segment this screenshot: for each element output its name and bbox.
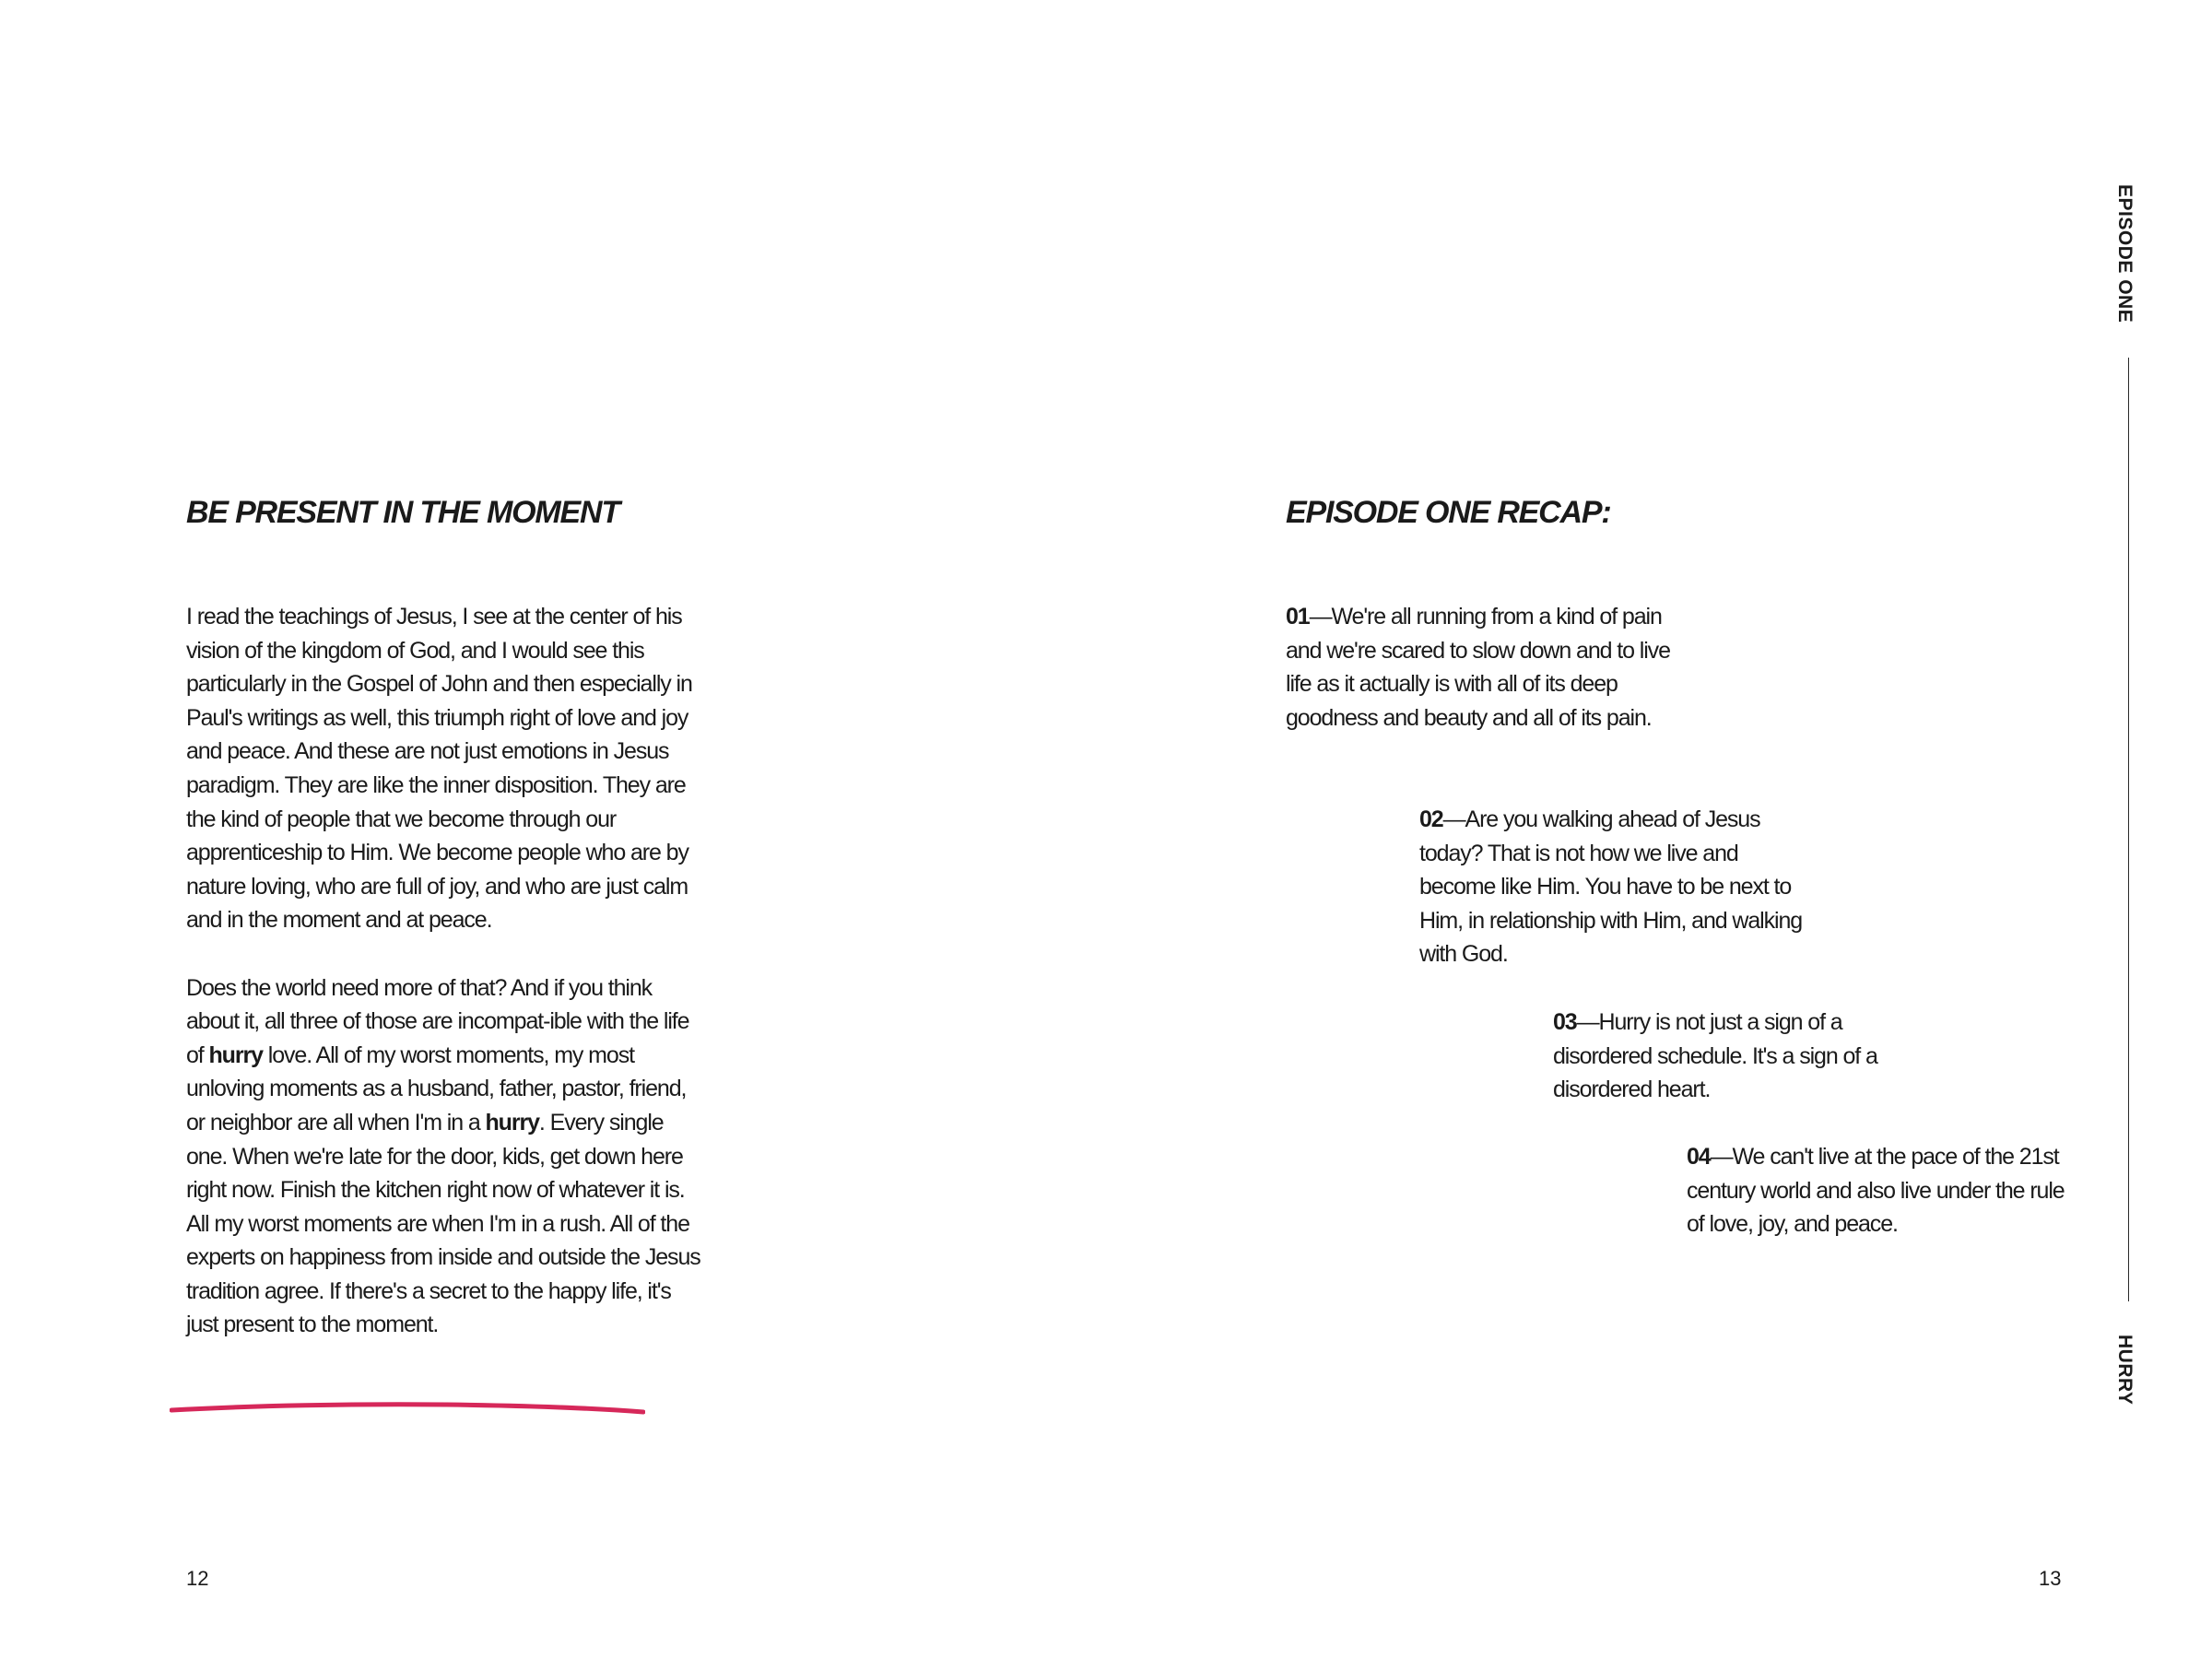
paragraph-2-part-2: love. All of my worst moments, my most unloving moments as a husband, father, pastor, friend, or neighbor are all when I'm in a	[186, 1041, 687, 1135]
recap-number: 04	[1687, 1144, 1711, 1170]
hurry-keyword-2: hurry	[485, 1109, 539, 1135]
recap-text: —Are you walking ahead of Jesus today? That is not how we live and become like Him. You have to be next to Him, in relationship with Him, and walking with God.	[1419, 806, 1803, 968]
recap-item-03	[1553, 1006, 1940, 1107]
recap-text: is not just a sign of a disordered schedule. It's a sign of a disordered heart.	[1553, 1009, 1877, 1103]
paragraph-2-part-3: . Every single one. When we're late for the door, kids, get down here right now. Finish the kitchen right now of whatever it is. All my worst moments are when I'm in a rush. All of the experts on happiness from inside and outside the Jesus tradition agree. If there's a secret to the happy life, it's just	[186, 1109, 700, 1338]
side-tab-divider	[2128, 358, 2129, 1301]
recap-number: 03	[1553, 1009, 1577, 1035]
side-tab-episode-label: EPISODE ONE	[2114, 184, 2136, 324]
underlined-phrase: present to the moment.	[223, 1312, 439, 1338]
recap-number: 01	[1286, 604, 1310, 629]
recap-item-04	[1687, 1140, 2074, 1241]
side-tab-topic-label: HURRY	[2114, 1335, 2136, 1406]
left-page-heading: BE PRESENT IN THE MOMENT	[186, 495, 619, 530]
page-number-left: 12	[186, 1567, 209, 1590]
right-page-heading: EPISODE ONE RECAP:	[1286, 495, 1611, 530]
body-paragraph-1: I read the teachings of Jesus, I see at the center of his vision of the kingdom of God, and I would see this particularly in the Gospel of John and then especially in Paul's writings as well, this triumph right of love and joy and peace. And these are not just emotions in Jesus paradigm. They are like the inner disposition. They are the kind of people that we become through our apprenticeship to Him. We become people who are by nature loving, who are full of joy, and who are just calm and in the moment and at peace.	[186, 604, 692, 934]
page-number-right: 13	[2039, 1567, 2062, 1590]
recap-item-02	[1419, 803, 1806, 971]
hurry-keyword-1: hurry	[208, 1041, 263, 1068]
recap-number: 02	[1419, 806, 1443, 832]
recap-text: —We're all running from a kind of pain and we're scared to slow down and to live life as it actually is with all of its deep goodness and beauty and all of its pain.	[1286, 604, 1670, 731]
highlight-underline-stroke	[170, 1401, 645, 1418]
body-paragraph-2	[186, 971, 702, 1343]
paragraph-2-part-1: Does the world need more of that? And if you think about it, all three of those are incompat-ible with the life of	[186, 974, 689, 1068]
recap-text: —We can't live at the pace of the 21st century world and also live under the rule of love, joy, and peace.	[1687, 1144, 2065, 1238]
left-page-body	[186, 600, 702, 1342]
recap-lead: —Hurry	[1576, 1009, 1651, 1035]
recap-item-01	[1286, 600, 1673, 735]
